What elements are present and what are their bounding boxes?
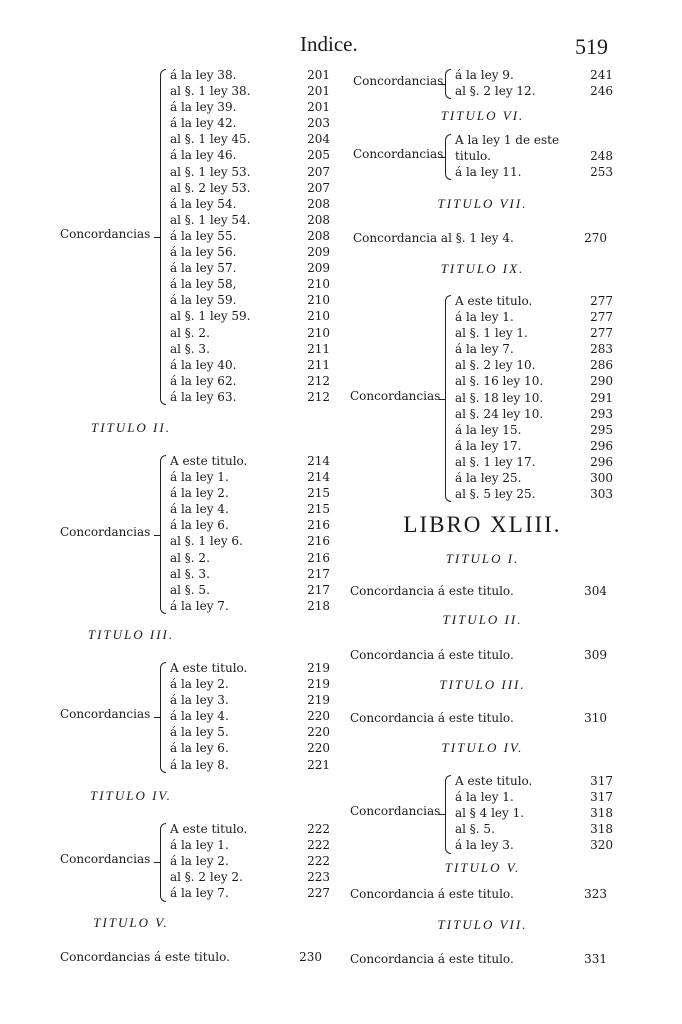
entry-list — [455, 132, 625, 180]
entry-text: al §. 2 ley 2. — [170, 870, 243, 885]
entry-page: 219 — [307, 693, 330, 708]
entry-text: á la ley 6. — [170, 741, 229, 756]
entry-page: 204 — [307, 132, 330, 147]
entry-list — [170, 660, 340, 773]
brace-mark — [445, 134, 451, 180]
index-entry — [170, 566, 340, 582]
entry-text: á la ley 15. — [455, 422, 522, 437]
index-entry — [170, 853, 340, 869]
entry-page: 320 — [590, 838, 613, 853]
entry-text: á la ley 46. — [170, 148, 237, 163]
entry-page: 246 — [590, 84, 613, 99]
entry-text: á la ley 4. — [170, 502, 229, 517]
entry-page: 277 — [590, 294, 613, 308]
entry-text: á la ley 25. — [455, 471, 522, 486]
index-entry — [455, 390, 625, 406]
entry-text: al §. 2 ley 53. — [170, 180, 251, 195]
entry-text: á la ley 7. — [170, 598, 229, 613]
index-entry — [170, 660, 340, 676]
entry-page: 253 — [590, 165, 613, 180]
index-line — [350, 952, 615, 966]
entry-text: á la ley 3. — [170, 693, 229, 708]
index-entry — [170, 740, 340, 756]
section-heading: TITULO II. — [442, 612, 523, 627]
entry-text: al §. 5. — [170, 582, 210, 597]
entry-text: A este titulo. — [170, 661, 248, 675]
index-entry — [170, 228, 340, 244]
brace-mark — [160, 823, 166, 902]
brace-mark — [445, 69, 451, 99]
entry-page: 205 — [307, 148, 330, 163]
entry-page: 201 — [307, 84, 330, 99]
index-entry — [455, 357, 625, 373]
entry-page: 318 — [590, 822, 613, 837]
entry-page: 217 — [307, 566, 330, 581]
entry-page: 227 — [307, 886, 330, 901]
entry-text: al §. 3. — [170, 341, 210, 356]
group-label: Concordancias — [350, 804, 441, 819]
index-line — [350, 711, 615, 725]
group-label: Concordancias — [60, 524, 151, 539]
line-page: 270 — [584, 231, 607, 245]
line-page: 309 — [584, 648, 607, 662]
entry-text: á la ley 3. — [455, 838, 514, 853]
line-text: Concordancia á este titulo. — [350, 952, 514, 966]
index-entry — [170, 180, 340, 196]
index-entry — [170, 99, 340, 115]
entry-page: 221 — [307, 757, 330, 772]
book-heading: LIBRO XLIII. — [403, 512, 562, 537]
index-entry — [170, 501, 340, 517]
entry-text: á la ley 62. — [170, 373, 237, 388]
entry-text: al §. 1 ley 38. — [170, 84, 251, 99]
entry-text: al §. 5 ley 25. — [455, 487, 536, 502]
entry-page: 293 — [590, 406, 613, 421]
entry-text: á la ley 1. — [170, 470, 229, 485]
entry-text: á la ley 2. — [170, 677, 229, 692]
brace-mark — [160, 662, 166, 773]
entry-page: 290 — [590, 374, 613, 389]
index-entry — [455, 132, 625, 148]
entry-text: á la ley 59. — [170, 293, 237, 308]
entry-text: á la ley 56. — [170, 245, 237, 260]
entry-page: 296 — [590, 438, 613, 453]
entry-list — [455, 293, 625, 502]
entry-page: 212 — [307, 389, 330, 404]
entry-text: á la ley 4. — [170, 709, 229, 724]
entry-text: al §. 1 ley 59. — [170, 309, 251, 324]
entry-list — [170, 67, 340, 405]
index-entry — [170, 708, 340, 724]
entry-text: al §. 1 ley 6. — [170, 534, 243, 549]
entry-text: al §. 5. — [455, 822, 495, 837]
index-entry — [170, 485, 340, 501]
brace-mark — [445, 295, 451, 502]
entry-text: al §. 2. — [170, 550, 210, 565]
entry-text: al §. 1 ley 54. — [170, 212, 251, 227]
entry-page: 207 — [307, 180, 330, 195]
entry-page: 317 — [590, 774, 613, 788]
entry-page: 218 — [307, 598, 330, 613]
index-entry — [455, 454, 625, 470]
index-entry — [455, 67, 625, 83]
index-entry — [170, 341, 340, 357]
section-heading: TITULO IV. — [441, 740, 524, 755]
entry-page: 201 — [307, 100, 330, 115]
concordance-group — [60, 67, 332, 405]
line-text: Concordancia á este titulo. — [350, 887, 514, 901]
line-page: 304 — [584, 584, 607, 598]
index-entry — [170, 453, 340, 469]
index-entry — [455, 422, 625, 438]
entry-text: al §. 18 ley 10. — [455, 390, 544, 405]
entry-text: al §. 3. — [170, 566, 210, 581]
line-text: Concordancia á este titulo. — [350, 584, 514, 598]
entry-text: A la ley 1 de este — [455, 133, 560, 147]
index-entry — [455, 83, 625, 99]
entry-page: 210 — [307, 293, 330, 308]
entry-text: A este titulo. — [455, 774, 533, 788]
entry-page: 223 — [307, 870, 330, 885]
entry-page: 318 — [590, 806, 613, 821]
section-heading: TITULO IX. — [440, 261, 525, 276]
index-entry — [170, 260, 340, 276]
entry-list — [170, 453, 340, 614]
concordance-group — [350, 293, 615, 502]
index-entry — [170, 517, 340, 533]
entry-page: 216 — [307, 518, 330, 533]
index-entry — [170, 325, 340, 341]
entry-text: A este titulo. — [455, 294, 533, 308]
index-entry — [455, 789, 625, 805]
index-entry — [170, 164, 340, 180]
entry-page: 212 — [307, 373, 330, 388]
entry-page: 210 — [307, 325, 330, 340]
entry-text: á la ley 9. — [455, 68, 514, 82]
entry-page: 277 — [590, 326, 613, 341]
entry-text: á la ley 40. — [170, 357, 237, 372]
entry-text: á la ley 57. — [170, 261, 237, 276]
index-entry — [455, 325, 625, 341]
entry-list — [170, 821, 340, 901]
brace-mark — [160, 455, 166, 614]
entry-page: 211 — [307, 341, 330, 356]
entry-text: A este titulo. — [170, 454, 248, 468]
index-entry — [170, 389, 340, 405]
index-entry — [170, 292, 340, 308]
entry-page: 208 — [307, 212, 330, 227]
index-entry — [170, 196, 340, 212]
entry-page: 220 — [307, 709, 330, 724]
section-heading: TITULO V. — [444, 860, 521, 875]
entry-text: á la ley 1. — [170, 838, 229, 853]
entry-page: 210 — [307, 309, 330, 324]
line-text: Concordancia al §. 1 ley 4. — [353, 231, 514, 245]
group-label: Concordancias — [60, 852, 151, 867]
concordance-group — [60, 821, 332, 902]
entry-text: al §. 1 ley 53. — [170, 164, 251, 179]
index-entry — [455, 309, 625, 325]
index-entry — [170, 837, 340, 853]
entry-text: á la ley 11. — [455, 165, 522, 180]
index-entry — [455, 373, 625, 389]
entry-text: á la ley 1. — [455, 310, 514, 325]
concordance-group — [60, 453, 332, 614]
group-label: Concordancias — [350, 388, 441, 403]
line-page: 331 — [584, 952, 607, 966]
entry-text: al §. 2 ley 12. — [455, 84, 536, 99]
entry-page: 214 — [307, 454, 330, 468]
index-entry — [455, 293, 625, 309]
section-heading: TITULO III. — [439, 677, 526, 692]
entry-text: á la ley 5. — [170, 725, 229, 740]
entry-page: 296 — [590, 454, 613, 469]
entry-page: 217 — [307, 582, 330, 597]
index-entry — [170, 212, 340, 228]
entry-page: 295 — [590, 422, 613, 437]
entry-text: al §. 1 ley 17. — [455, 454, 536, 469]
entry-page: 222 — [307, 822, 330, 836]
entry-page: 317 — [590, 790, 613, 805]
entry-text: á la ley 42. — [170, 116, 237, 131]
index-entry — [455, 438, 625, 454]
entry-page: 209 — [307, 261, 330, 276]
index-entry — [170, 373, 340, 389]
entry-text: á la ley 38. — [170, 68, 237, 82]
group-label: Concordancias — [60, 707, 151, 722]
index-line — [350, 648, 615, 662]
index-line — [60, 950, 332, 964]
concordance-group — [350, 132, 615, 180]
index-entry — [170, 83, 340, 99]
index-entry — [455, 805, 625, 821]
entry-list — [455, 773, 625, 853]
entry-page: 222 — [307, 854, 330, 869]
entry-page: 203 — [307, 116, 330, 131]
index-entry — [170, 115, 340, 131]
entry-text: á la ley 2. — [170, 486, 229, 501]
entry-page: 219 — [307, 677, 330, 692]
entry-list — [455, 67, 625, 99]
index-entry — [455, 821, 625, 837]
entry-page: 219 — [307, 661, 330, 675]
entry-text: á la ley 8. — [170, 757, 229, 772]
index-entry — [170, 676, 340, 692]
index-entry — [170, 357, 340, 373]
concordance-group — [60, 660, 332, 773]
page-title: Indice. — [300, 32, 358, 56]
entry-page: 210 — [307, 277, 330, 292]
line-text: Concordancia á este titulo. — [350, 648, 514, 662]
entry-text: A este titulo. — [170, 822, 248, 836]
entry-text: á la ley 7. — [170, 886, 229, 901]
group-label: Concordancias — [353, 74, 444, 89]
entry-page: 215 — [307, 502, 330, 517]
entry-text: á la ley 63. — [170, 389, 237, 404]
index-entry — [170, 582, 340, 598]
entry-page: 216 — [307, 550, 330, 565]
line-text: Concordancia á este titulo. — [350, 711, 514, 725]
entry-page: 300 — [590, 471, 613, 486]
entry-text: á la ley 6. — [170, 518, 229, 533]
index-entry — [170, 147, 340, 163]
entry-text: á la ley 39. — [170, 100, 237, 115]
section-heading: TITULO I. — [445, 551, 520, 566]
line-page: 323 — [584, 887, 607, 901]
section-heading: TITULO IV. — [90, 788, 172, 803]
page-number: 519 — [575, 34, 608, 59]
entry-page: 286 — [590, 358, 613, 373]
entry-text: al § 4 ley 1. — [455, 806, 525, 821]
index-entry — [170, 598, 340, 614]
index-entry — [455, 341, 625, 357]
index-entry — [170, 692, 340, 708]
entry-page: 220 — [307, 725, 330, 740]
entry-page: 222 — [307, 838, 330, 853]
index-entry — [455, 773, 625, 789]
index-entry — [170, 67, 340, 83]
index-entry — [170, 869, 340, 885]
concordance-group — [350, 67, 615, 99]
entry-text: á la ley 58, — [170, 277, 237, 292]
index-entry — [170, 131, 340, 147]
index-entry — [455, 406, 625, 422]
entry-page: 201 — [307, 68, 330, 82]
entry-page: 283 — [590, 342, 613, 357]
index-entry — [455, 164, 625, 180]
index-line — [350, 584, 615, 598]
entry-text: al §. 1 ley 45. — [170, 132, 251, 147]
section-heading: TITULO II. — [91, 420, 171, 435]
entry-text: al §. 1 ley 1. — [455, 326, 528, 341]
index-entry — [455, 837, 625, 853]
brace-mark — [445, 775, 451, 854]
concordance-group — [350, 773, 615, 854]
index-entry — [455, 470, 625, 486]
entry-page: 216 — [307, 534, 330, 549]
entry-page: 208 — [307, 228, 330, 243]
index-entry — [170, 276, 340, 292]
index-entry — [170, 550, 340, 566]
entry-page: 220 — [307, 741, 330, 756]
entry-page: 208 — [307, 196, 330, 211]
group-label: Concordancias — [353, 147, 444, 162]
index-entry — [455, 148, 625, 164]
section-heading: TITULO VII. — [437, 196, 528, 211]
entry-text: á la ley 17. — [455, 438, 522, 453]
index-line — [353, 231, 615, 245]
entry-page: 248 — [590, 149, 613, 164]
entry-text: titulo. — [455, 149, 491, 164]
index-entry — [170, 757, 340, 773]
index-entry — [170, 724, 340, 740]
section-heading: TITULO V. — [93, 915, 169, 930]
index-line — [350, 887, 615, 901]
entry-page: 291 — [590, 390, 613, 405]
entry-text: á la ley 1. — [455, 790, 514, 805]
brace-mark — [160, 69, 166, 405]
entry-text: al §. 2. — [170, 325, 210, 340]
entry-text: á la ley 7. — [455, 342, 514, 357]
entry-page: 209 — [307, 245, 330, 260]
entry-page: 211 — [307, 357, 330, 372]
entry-text: á la ley 54. — [170, 196, 237, 211]
entry-text: al §. 2 ley 10. — [455, 358, 536, 373]
index-entry — [170, 885, 340, 901]
entry-page: 241 — [590, 68, 613, 82]
section-heading: TITULO III. — [87, 627, 175, 642]
entry-page: 215 — [307, 486, 330, 501]
entry-page: 303 — [590, 487, 613, 502]
index-entry — [170, 533, 340, 549]
line-page: 310 — [584, 711, 607, 725]
entry-page: 207 — [307, 164, 330, 179]
index-entry — [170, 469, 340, 485]
index-entry — [455, 486, 625, 502]
line-page: 230 — [299, 950, 322, 964]
index-entry — [170, 244, 340, 260]
entry-text: al §. 24 ley 10. — [455, 406, 544, 421]
index-entry — [170, 821, 340, 837]
entry-text: á la ley 2. — [170, 854, 229, 869]
entry-text: al §. 16 ley 10. — [455, 374, 544, 389]
section-heading: TITULO VII. — [437, 917, 528, 932]
group-label: Concordancias — [60, 227, 151, 242]
entry-page: 277 — [590, 310, 613, 325]
entry-page: 214 — [307, 470, 330, 485]
section-heading: TITULO VI. — [440, 108, 525, 123]
entry-text: á la ley 55. — [170, 228, 237, 243]
line-text: Concordancias á este titulo. — [60, 950, 230, 964]
index-entry — [170, 308, 340, 324]
